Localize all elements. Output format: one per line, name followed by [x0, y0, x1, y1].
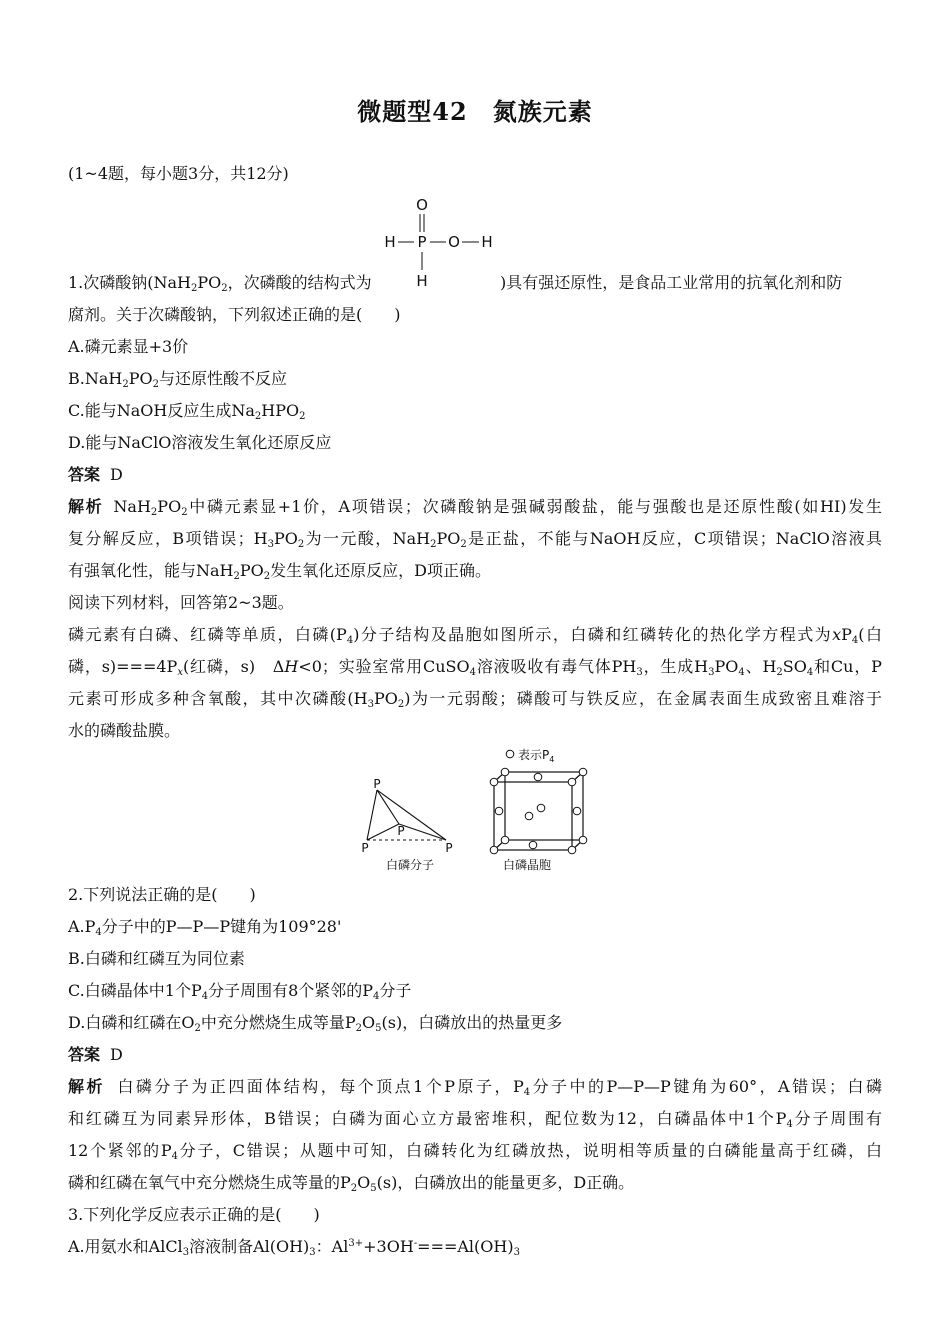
white-phosphorus-figure: [355, 742, 595, 874]
material-line2: 磷，$s)===4P_x$(红磷，s) ΔH<0；实验室常用CuSO$_4$溶液吸收有毒气体$PH_3$，生成$H_3PO_4$、$H_2SO_4$和Cu，P: [68, 657, 882, 678]
q2-option-c: C.白磷晶体中1个$P_4$分子周围有8个紧邻的$P_4$分子: [68, 981, 412, 1002]
section-intro: (1~4题，每小题3分，共12分): [68, 164, 289, 183]
atom-h-right: H: [481, 233, 493, 251]
q2-option-b: B.白磷和红磷互为同位素: [68, 949, 245, 968]
atom-h-bottom: H: [416, 272, 428, 290]
material-line3: 元素可形成多种含氧酸，其中次磷酸$(H_3PO_2)$为一元弱酸；磷酸可与铁反应，在金属表面生成致密且难溶于: [68, 689, 882, 710]
hypophosphorous-acid-structure: [376, 192, 506, 292]
atom-o-top: O: [416, 196, 428, 214]
q2-explanation-line4: 磷和红磷在氧气中充分燃烧生成等量的$P_2O_5(s)$，白磷放出的能量更多，D正确。: [68, 1173, 635, 1194]
p-atom-top: P: [373, 777, 381, 791]
crystal-legend: 表示$P_4$: [518, 748, 555, 764]
q2-option-a: $A.P_4$分子中的P—P—P键角为109°28': [68, 917, 342, 938]
q3-option-a: A.用氨水和AlCl$_3$溶液制备$Al(OH)_3$：$Al^{3+}+3OH^-===Al(OH)_3$: [68, 1237, 520, 1258]
p-atom-right: P: [445, 841, 453, 855]
q1-answer: 答案 D: [68, 465, 123, 484]
q1-stem-line1: 1.次磷酸钠($NaH_2PO_2$，次磷酸的结构式为: [68, 273, 372, 294]
material-lead: 阅读下列材料，回答第2~3题。: [68, 593, 294, 612]
q2-explanation-line3: 12个紧邻的$P_4$分子，C错误；从题中可知，白磷转化为红磷放热，说明相等质量的白磷能量高于红磷，白: [68, 1141, 882, 1162]
q2-explanation-line2: 和红磷互为同素异形体，B错误；白磷为面心立方最密堆积，配位数为12，白磷晶体中1个$P_4$分子周围有: [68, 1109, 882, 1130]
q2-explanation-line1: 解析 白磷分子为正四面体结构，每个顶点1个P原子，$P_4$分子中的P—P—P键角为60°，A错误；白磷: [68, 1077, 882, 1098]
q2-stem: 2.下列说法正确的是( ): [68, 885, 256, 904]
q1-explanation-line2: 复分解反应，B项错误；$H_3PO_2$为一元酸，$NaH_2PO_2$是正盐，不能与NaOH反应，C项错误；NaClO溶液具: [68, 529, 882, 550]
q1-option-a: A.磷元素显+3价: [68, 337, 189, 356]
atom-h-left: H: [384, 233, 396, 251]
q1-option-d: D.能与NaClO溶液发生氧化还原反应: [68, 433, 332, 452]
crystal-caption: 白磷晶胞: [502, 858, 552, 872]
q1-explanation-line1: 解析 $NaH_2PO_2$中磷元素显+1价，A项错误；次磷酸钠是强碱弱酸盐，能与强酸也是还原性酸(如HI)发生: [68, 497, 882, 518]
p-atom-left: P: [361, 841, 369, 855]
page-title: 微题型42 氮族元素: [357, 97, 593, 126]
q1-explanation-line3: 有强氧化性，能与$NaH_2PO_2$发生氧化还原反应，D项正确。: [68, 561, 491, 582]
q2-answer: 答案 D: [68, 1045, 123, 1064]
material-line1: 磷元素有白磷、红磷等单质，白磷$(P_4)$分子结构及晶胞如图所示，白磷和红磷转化的热化学方程式为$xP_4$(白: [68, 625, 882, 646]
q1-option-c: C.能与NaOH反应生成$Na_2HPO_2$: [68, 401, 306, 422]
molecule-caption: 白磷分子: [385, 858, 435, 872]
q2-option-d: D.白磷和红磷在$O_2$中充分燃烧生成等量$P_2O_5(s)$，白磷放出的热量更多: [68, 1013, 563, 1034]
p-atom-center: P: [397, 824, 405, 838]
q1-option-b: $B.NaH_2PO_2$与还原性酸不反应: [68, 369, 287, 390]
q1-stem-line1-tail: )具有强还原性，是食品工业常用的抗氧化剂和防: [500, 273, 843, 292]
atom-o-right: O: [448, 233, 460, 251]
q1-stem-line2: 腐剂。关于次磷酸钠，下列叙述正确的是( ): [68, 305, 401, 324]
material-line4: 水的磷酸盐膜。: [68, 721, 181, 740]
q3-stem: 3.下列化学反应表示正确的是( ): [68, 1205, 320, 1224]
atom-p: P: [417, 233, 427, 251]
